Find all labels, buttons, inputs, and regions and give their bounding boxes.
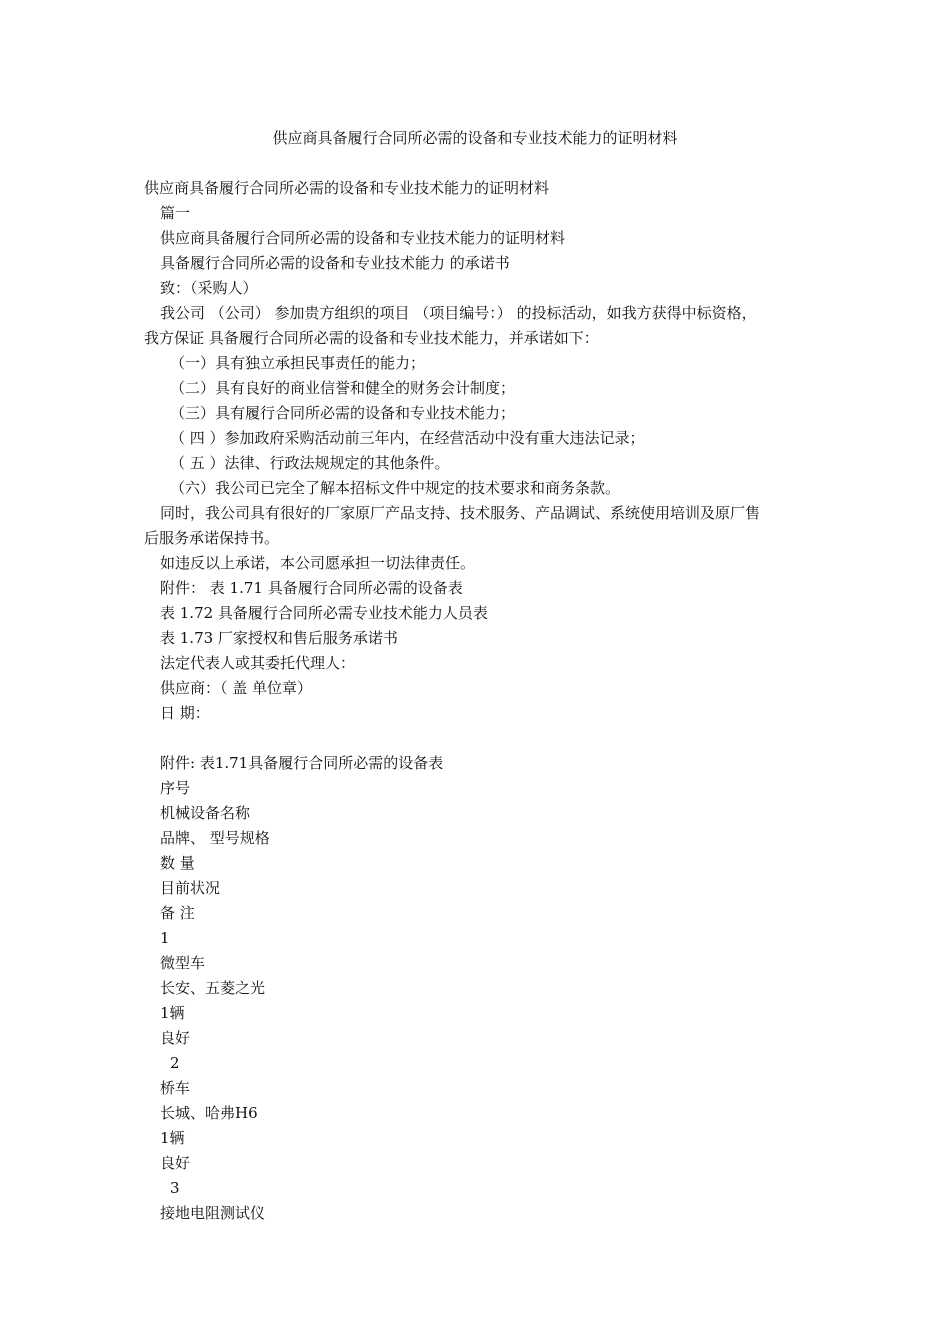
body-line-subtitle: 供应商具备履行合同所必需的设备和专业技术能力的证明材料: [160, 229, 566, 247]
table-cell-index: 1: [160, 929, 170, 947]
table-header-cell: 数 量: [160, 854, 195, 872]
table-header-cell: 序号: [160, 779, 191, 797]
table-cell: 接地电阻测试仪: [160, 1204, 266, 1222]
paragraph-line: 如违反以上承诺，本公司愿承担一切法律责任。: [160, 554, 476, 572]
table-cell: 良好: [160, 1029, 191, 1047]
table-cell: 1辆: [160, 1004, 185, 1022]
blank-line: [144, 726, 814, 751]
attachment-list-line: 表 1.72 具备履行合同所必需专业技术能力人员表: [160, 604, 488, 622]
supplier-seal-line: 供应商：（ 盖 单位章）: [160, 679, 313, 697]
commitment-item: （二）具有良好的商业信誉和健全的财务会计制度；: [170, 379, 516, 397]
commitment-item: （ 四 ）参加政府采购活动前三年内，在经营活动中没有重大违法记录；: [170, 429, 645, 447]
table-header-cell: 目前状况: [160, 879, 221, 897]
document-body: [144, 176, 814, 1226]
attachment-list-line: 附件： 表 1.71 具备履行合同所必需的设备表: [160, 579, 463, 597]
table-header-cell: 机械设备名称: [160, 804, 251, 822]
attachment-heading: 附件: 表1.71具备履行合同所必需的设备表: [160, 754, 444, 772]
paragraph-line: 我公司 （公司） 参加贵方组织的项目 （项目编号：） 的投标活动，如我方获得中标资格，: [160, 304, 757, 322]
commitment-item: （三）具有履行合同所必需的设备和专业技术能力；: [170, 404, 516, 422]
table-cell: 长城、哈弗H6: [160, 1104, 258, 1122]
attachment-list-line: 表 1.73 厂家授权和售后服务承诺书: [160, 629, 398, 647]
table-cell-index: 3: [170, 1179, 180, 1197]
date-line: 日 期：: [160, 704, 210, 722]
addressee-line: 致：（采购人）: [160, 279, 258, 297]
table-cell: 桥车: [160, 1079, 191, 1097]
body-line-heading: 供应商具备履行合同所必需的设备和专业技术能力的证明材料: [144, 179, 550, 197]
table-cell: 1辆: [160, 1129, 185, 1147]
commitment-item: （六）我公司已完全了解本招标文件中规定的技术要求和商务条款。: [170, 479, 621, 497]
commitment-item: （一）具有独立承担民事责任的能力；: [170, 354, 426, 372]
paragraph-line: 后服务承诺保持书。: [144, 529, 280, 547]
signature-line: 法定代表人或其委托代理人：: [160, 654, 356, 672]
table-cell: 长安、五菱之光: [160, 979, 266, 997]
table-header-cell: 品牌、 型号规格: [160, 829, 270, 847]
paragraph-line: 同时，我公司具有很好的厂家原厂产品支持、技术服务、产品调试、系统使用培训及原厂售: [160, 504, 761, 522]
table-cell: 微型车: [160, 954, 206, 972]
table-cell: 良好: [160, 1154, 191, 1172]
body-line-part: 篇一: [160, 204, 191, 222]
commitment-item: （ 五 ）法律、行政法规规定的其他条件。: [170, 454, 450, 472]
paragraph-line: 我方保证 具备履行合同所必需的设备和专业技术能力，并承诺如下：: [144, 329, 599, 347]
table-header-cell: 备 注: [160, 904, 195, 922]
commitment-title: 具备履行合同所必需的设备和专业技术能力 的承诺书: [160, 254, 510, 272]
document-title: 供应商具备履行合同所必需的设备和专业技术能力的证明材料: [272, 129, 678, 147]
table-cell-index: 2: [170, 1054, 180, 1072]
